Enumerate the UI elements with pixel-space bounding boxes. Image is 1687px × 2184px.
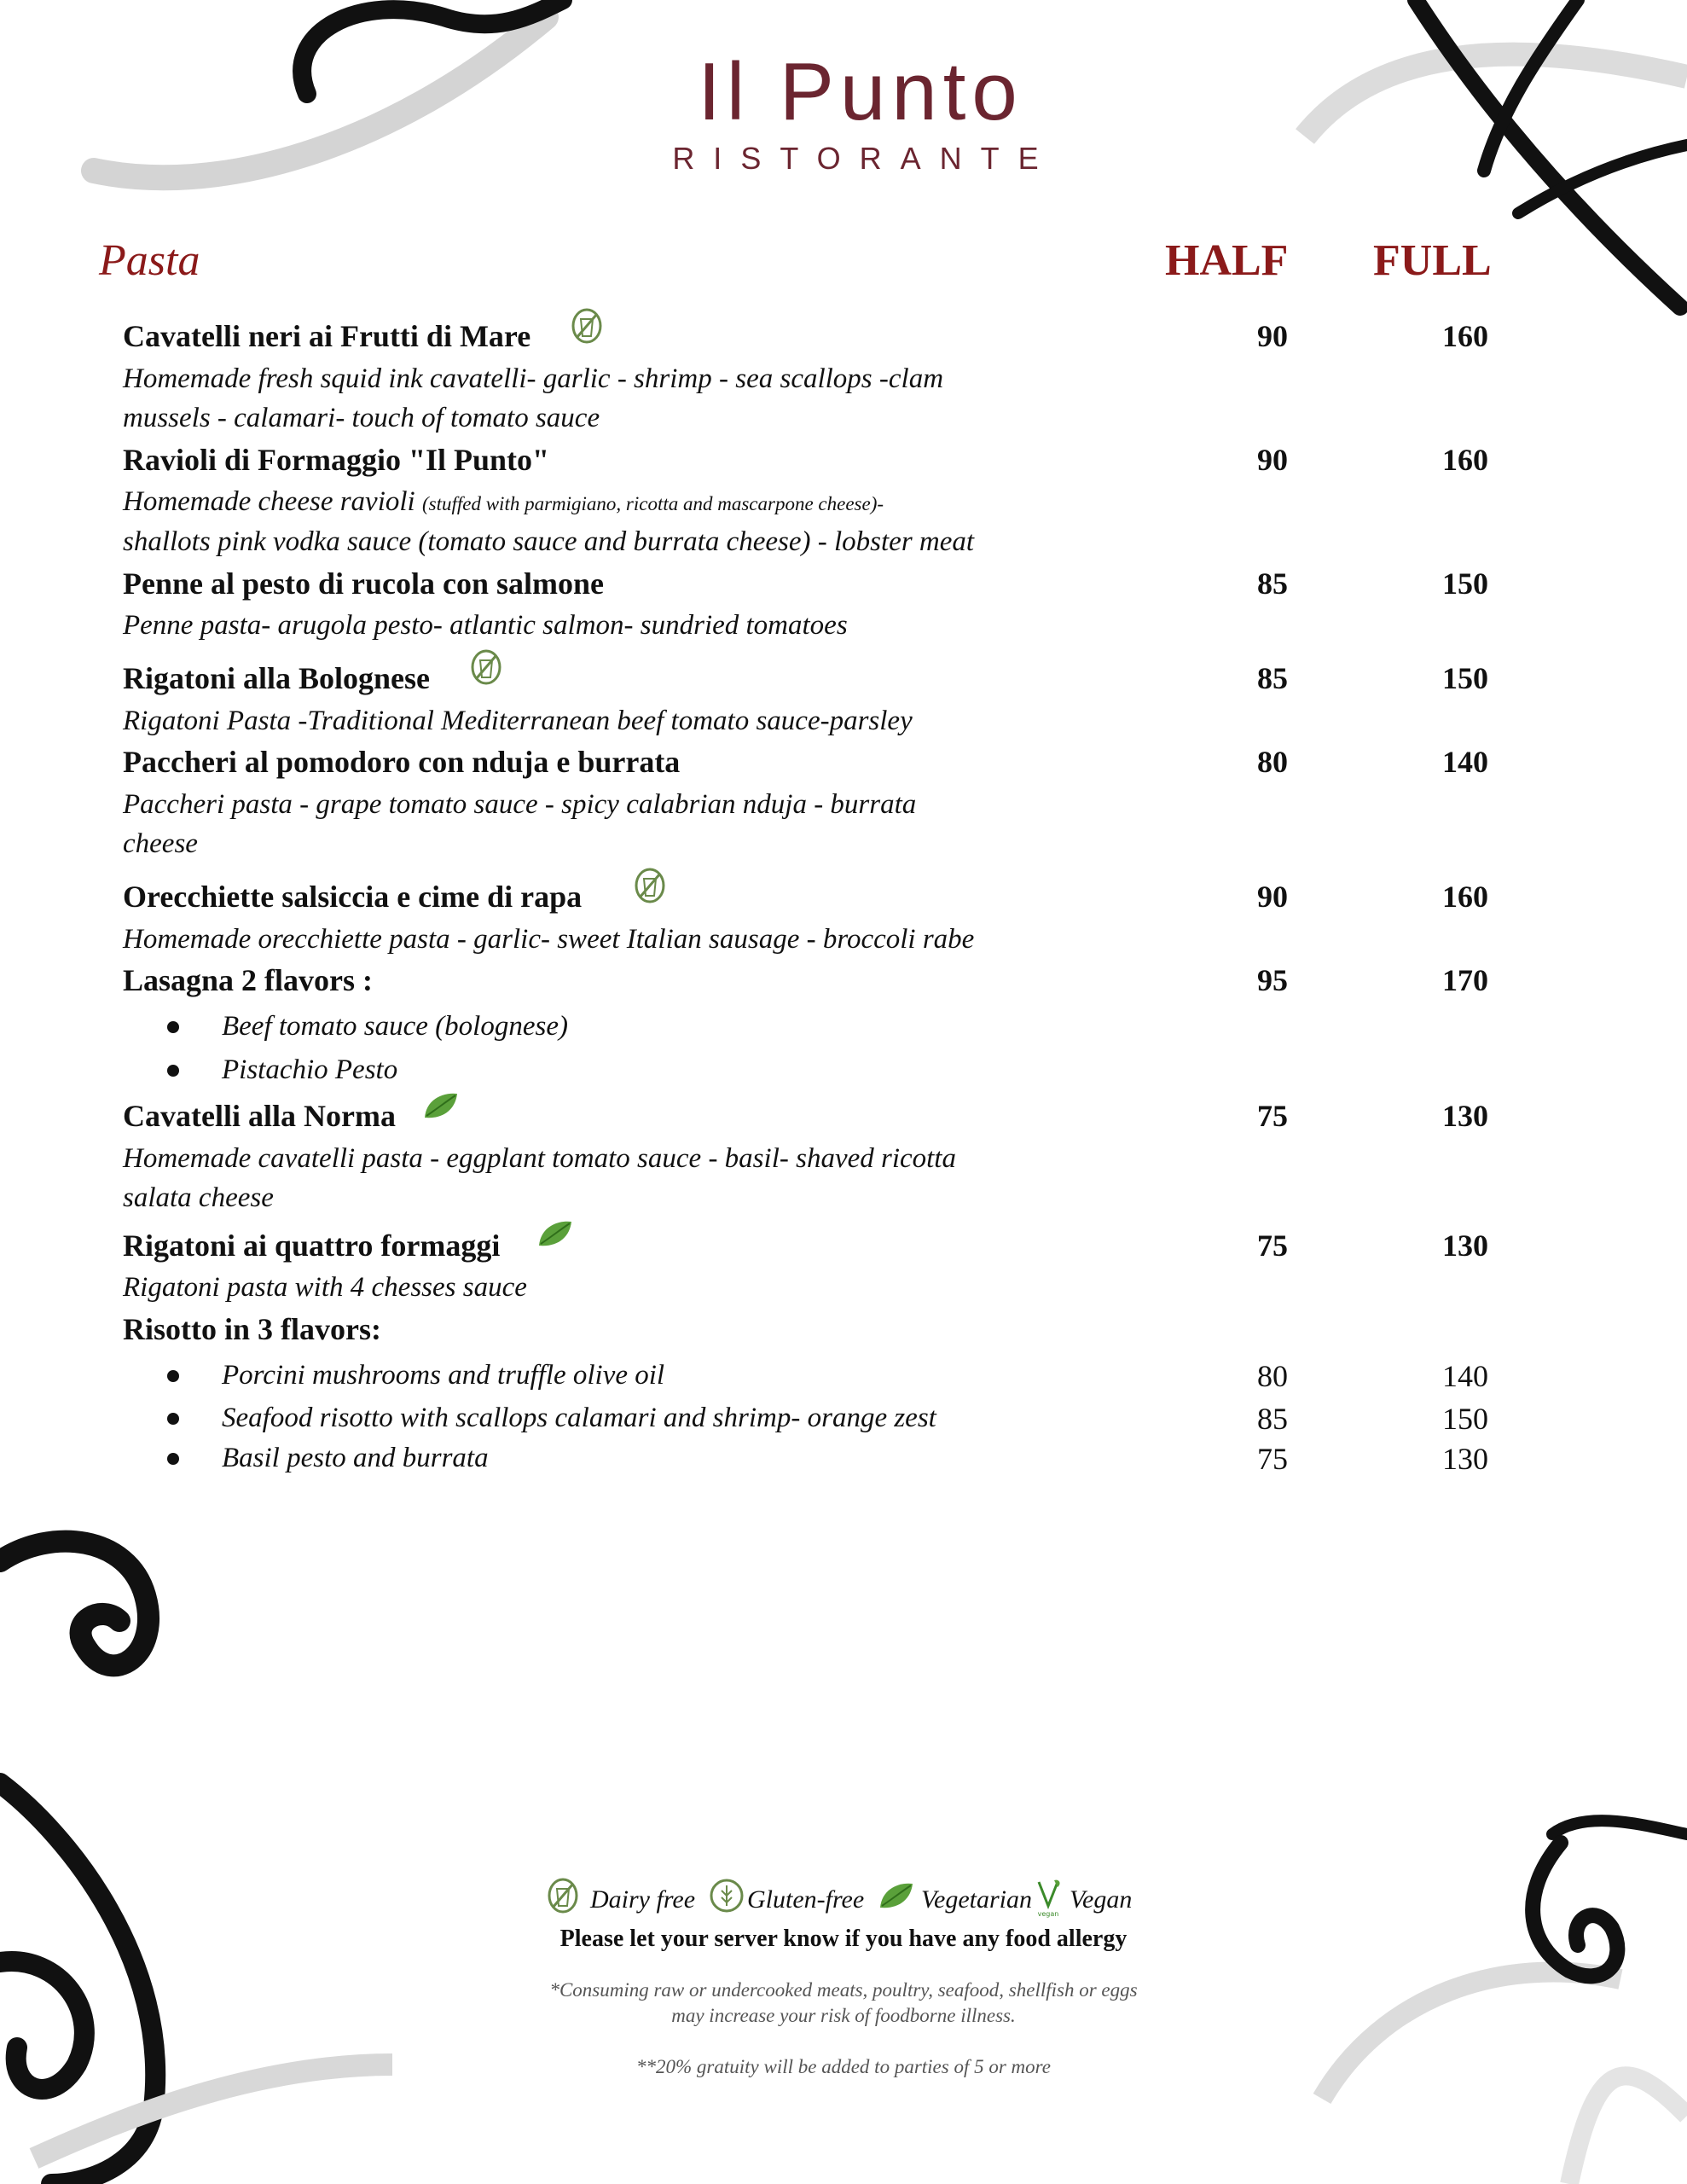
legend-vegetarian: Vegetarian xyxy=(921,1885,1032,1914)
dietary-legend xyxy=(546,1877,1143,1925)
item-description-main: Homemade cheese ravioli xyxy=(123,486,422,517)
column-half-header: HALF xyxy=(1165,236,1289,285)
vegetarian-leaf-icon xyxy=(877,1880,916,1913)
gratuity-notice: **20% gratuity will be added to parties of 5 or more xyxy=(636,2056,1051,2077)
item-half-price: 95 xyxy=(1257,963,1288,997)
item-half-price: 85 xyxy=(1257,661,1288,695)
flavor-name: Seafood risotto with scallops calamari and shrimp- orange zest xyxy=(222,1403,936,1433)
item-full-price: 170 xyxy=(1442,963,1488,997)
item-full-price: 130 xyxy=(1442,1099,1488,1133)
bullet-item: Pistachio Pesto xyxy=(222,1054,398,1085)
item-description-note: (stuffed with parmigiano, ricotta and mascarpone cheese)- xyxy=(421,493,884,514)
item-description: Paccheri pasta - grape tomato sauce - spicy calabrian nduja - burrata xyxy=(123,789,917,820)
bullet-item: Beef tomato sauce (bolognese) xyxy=(222,1011,568,1042)
item-description: Homemade fresh squid ink cavatelli- garlic - shrimp - sea scallops -clam xyxy=(123,363,944,394)
flavor-row xyxy=(0,1438,1687,1479)
legend-gluten-free: Gluten-free xyxy=(747,1885,865,1914)
menu-item xyxy=(0,563,1687,604)
dairy-free-icon xyxy=(469,648,503,686)
item-half-price: 90 xyxy=(1257,880,1288,914)
item-description xyxy=(123,482,884,524)
bullet xyxy=(167,1413,179,1425)
bullet xyxy=(167,1370,179,1382)
item-full-price: 150 xyxy=(1442,566,1488,601)
item-description: Homemade orecchiette pasta - garlic- sweet Italian sausage - broccoli rabe xyxy=(123,924,975,955)
dairy-free-icon xyxy=(546,1877,580,1914)
foodborne-warning-line2: may increase your risk of foodborne illness. xyxy=(671,2005,1016,2026)
item-description: shallots pink vodka sauce (tomato sauce and burrata cheese) - lobster meat xyxy=(123,526,975,557)
menu-item xyxy=(0,439,1687,480)
item-full-price: 150 xyxy=(1442,661,1488,695)
item-full-price: 160 xyxy=(1442,443,1488,477)
vegan-icon xyxy=(1034,1877,1063,1920)
item-full-price: 130 xyxy=(1442,1228,1488,1263)
flavor-name: Basil pesto and burrata xyxy=(222,1443,489,1473)
item-half-price: 90 xyxy=(1257,319,1288,353)
item-half-price: 85 xyxy=(1257,566,1288,601)
menu-item xyxy=(0,316,1687,357)
menu-item xyxy=(0,1225,1687,1266)
item-half-price: 90 xyxy=(1257,443,1288,477)
item-full-price: 160 xyxy=(1442,880,1488,914)
item-full-price: 160 xyxy=(1442,319,1488,353)
bullet xyxy=(167,1065,179,1077)
bullet xyxy=(167,1021,179,1033)
menu-item xyxy=(0,658,1687,699)
dairy-free-icon xyxy=(570,307,604,345)
item-description: Rigatoni pasta with 4 chesses sauce xyxy=(123,1272,527,1303)
gluten-free-icon xyxy=(708,1877,745,1914)
item-description: Penne pasta- arugola pesto- atlantic salmon- sundried tomatoes xyxy=(123,610,848,641)
restaurant-subtitle: RISTORANTE xyxy=(672,141,1058,176)
item-name: Orecchiette salsiccia e cime di rapa xyxy=(123,880,583,914)
flavor-row xyxy=(0,1356,1687,1397)
menu-item xyxy=(0,1095,1687,1136)
flavor-half-price: 80 xyxy=(1257,1359,1288,1393)
dairy-free-icon xyxy=(633,867,667,904)
flavor-full-price: 140 xyxy=(1442,1359,1488,1393)
allergy-notice: Please let your server know if you have any food allergy xyxy=(559,1926,1128,1952)
menu-item xyxy=(0,1309,1687,1350)
flavor-name: Porcini mushrooms and truffle olive oil xyxy=(222,1360,665,1391)
bullet xyxy=(167,1453,179,1465)
legend-vegan: Vegan xyxy=(1070,1885,1133,1914)
item-name: Penne al pesto di rucola con salmone xyxy=(123,566,604,601)
flavor-full-price: 130 xyxy=(1442,1442,1488,1476)
vegetarian-leaf-icon xyxy=(536,1218,575,1251)
item-name: Cavatelli alla Norma xyxy=(123,1099,396,1133)
flavor-half-price: 85 xyxy=(1257,1402,1288,1436)
item-description: cheese xyxy=(123,828,198,859)
item-half-price: 80 xyxy=(1257,745,1288,779)
menu-item xyxy=(0,960,1687,1001)
item-name: Ravioli di Formaggio "Il Punto" xyxy=(123,443,549,477)
menu-item xyxy=(0,876,1687,917)
vegetarian-leaf-icon xyxy=(421,1090,461,1123)
flavor-half-price: 75 xyxy=(1257,1442,1288,1476)
item-name: Risotto in 3 flavors: xyxy=(123,1312,381,1346)
item-half-price: 75 xyxy=(1257,1228,1288,1263)
menu-item xyxy=(0,741,1687,782)
item-name: Cavatelli neri ai Frutti di Mare xyxy=(123,319,531,353)
item-description: Rigatoni Pasta -Traditional Mediterranean beef tomato sauce-parsley xyxy=(123,706,913,736)
item-name: Rigatoni alla Bolognese xyxy=(123,661,431,695)
flavor-full-price: 150 xyxy=(1442,1402,1488,1436)
restaurant-name: Il Punto xyxy=(698,46,1023,137)
vegan-icon-label: vegan xyxy=(1037,1910,1059,1918)
item-description: Homemade cavatelli pasta - eggplant tomato sauce - basil- shaved ricotta xyxy=(123,1143,956,1174)
item-half-price: 75 xyxy=(1257,1099,1288,1133)
item-full-price: 140 xyxy=(1442,745,1488,779)
item-name: Paccheri al pomodoro con nduja e burrata xyxy=(123,745,681,779)
item-description: mussels - calamari- touch of tomato sauce xyxy=(123,403,600,433)
item-name: Rigatoni ai quattro formaggi xyxy=(123,1228,501,1263)
legend-dairy-free: Dairy free xyxy=(590,1885,696,1914)
section-title: Pasta xyxy=(99,236,200,285)
flavor-row xyxy=(0,1398,1687,1439)
item-description: salata cheese xyxy=(123,1182,274,1213)
foodborne-warning-line1: *Consuming raw or undercooked meats, poultry, seafood, shellfish or eggs xyxy=(549,1979,1138,2001)
item-name: Lasagna 2 flavors : xyxy=(123,963,374,997)
column-full-header: FULL xyxy=(1373,236,1492,285)
